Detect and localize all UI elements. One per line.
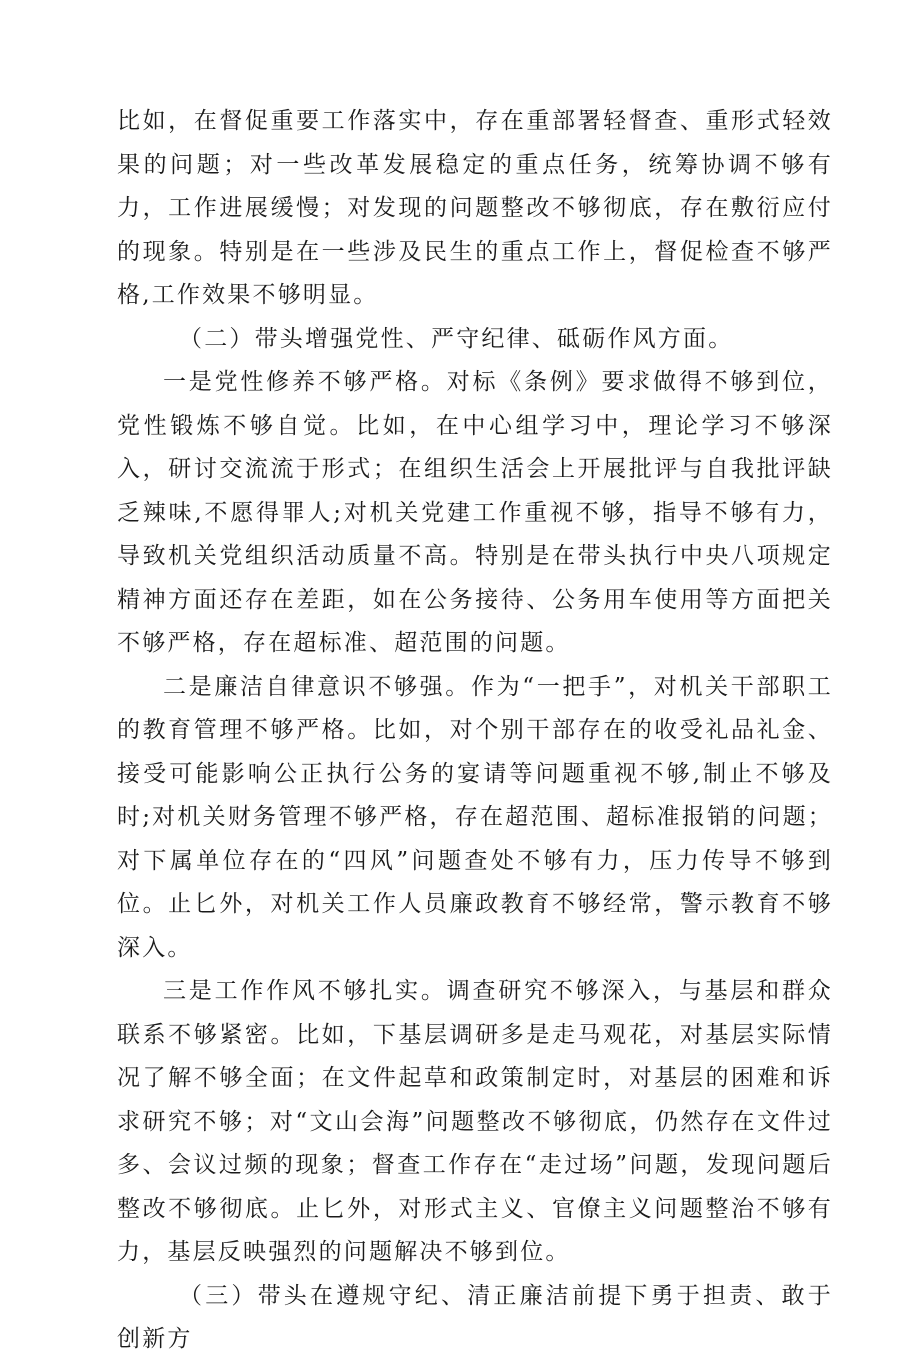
paragraph-work-style: 三是工作作风不够扎实。调查研究不够深入，与基层和群众联系不够紧密。比如，下基层调研多是走马观花，对基层实际情况了解不够全面；在文件起草和政策制定时，对基层的困难和诉求研究不够；对“文山会海”问题整改不够彻底，仍然存在文件过多、会议过频的现象；督查工作存在“走过场”问题，发现问题后整改不够彻底。止匕外，对形式主义、官僚主义问题整治不够有力，基层反映强烈的问题解决不够到位。 xyxy=(117,978,833,1265)
section-heading-three: （三）带头在遵规守纪、清正廉洁前提下勇于担责、敢于创新方 xyxy=(117,1282,833,1352)
paragraph-party-spirit: 一是党性修养不够严格。对标《条例》要求做得不够到位，党性锻炼不够自觉。比如，在中心组学习中，理论学习不够深入，研讨交流流于形式；在组织生活会上开展批评与自我批评缺乏辣味,不愿得罪人;对机关党建工作重视不够，指导不够有力，导致机关党组织活动质量不高。特别是在带头执行中央八项规定精神方面还存在差距，如在公务接待、公务用车使用等方面把关不够严格，存在超标准、超范围的问题。 xyxy=(117,369,833,656)
paragraph-integrity: 二是廉洁自律意识不够强。作为“一把手”，对机关干部职工的教育管理不够严格。比如，对个别干部存在的收受礼品礼金、接受可能影响公正执行公务的宴请等问题重视不够,制止不够及时;对机关财务管理不够严格，存在超范围、超标准报销的问题；对下属单位存在的“四风”问题查处不够有力，压力传导不够到位。止匕外，对机关工作人员廉政教育不够经常，警示教育不够深入。 xyxy=(117,673,833,961)
document-body xyxy=(117,100,833,1362)
section-heading-two: （二）带头增强党性、严守纪律、砥砺作风方面。 xyxy=(179,325,734,352)
paragraph-continuation: 比如，在督促重要工作落实中，存在重部署轻督查、重形式轻效果的问题；对一些改革发展稳定的重点任务，统筹协调不够有力，工作进展缓慢；对发现的问题整改不够彻底，存在敷衍应付的现象。特别是在一些涉及民生的重点工作上，督促检查不够严格,工作效果不够明显。 xyxy=(117,108,833,308)
